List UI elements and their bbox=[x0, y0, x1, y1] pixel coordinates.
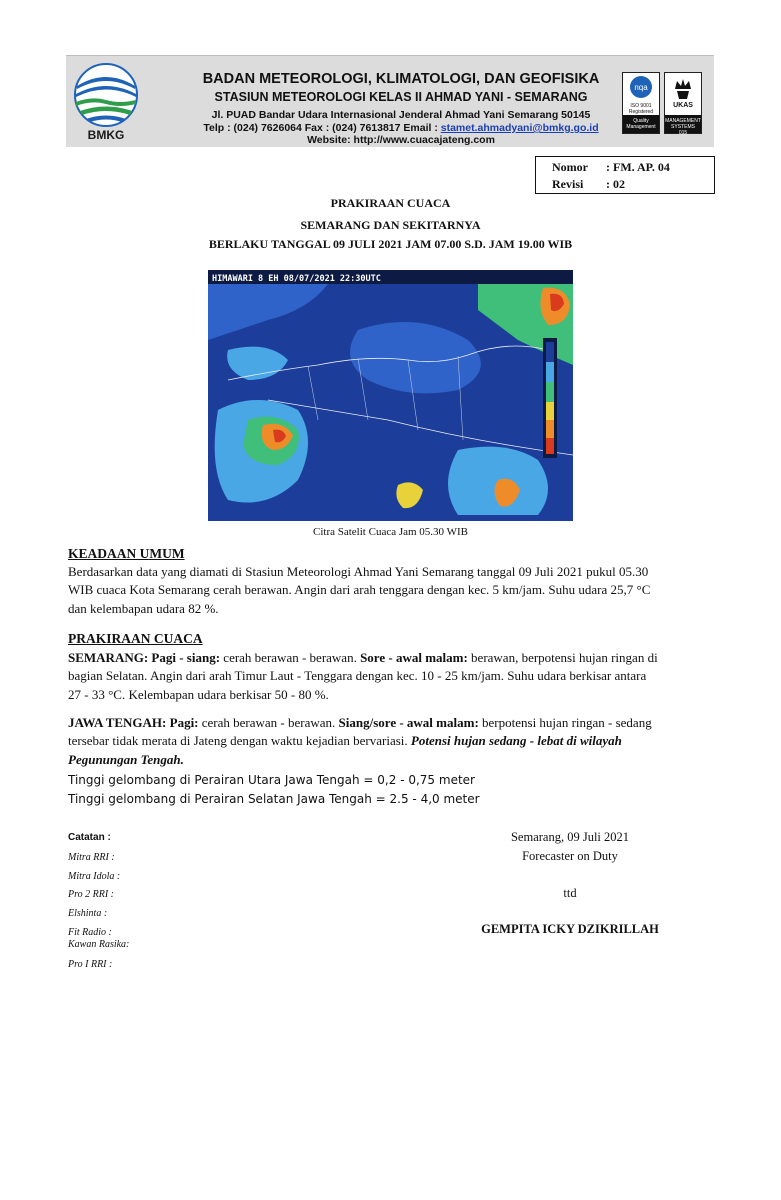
jateng-siang-label: Siang/sore - awal malam: bbox=[338, 715, 479, 730]
sore-text: berawan, berpotensi hujan ringan di bbox=[467, 650, 658, 665]
logo-text: BMKG bbox=[87, 128, 125, 142]
legend-swatch bbox=[546, 402, 554, 420]
legend-swatch bbox=[546, 342, 554, 362]
bmkg-logo bbox=[72, 62, 140, 144]
forecast-region: SEMARANG DAN SEKITARNYA bbox=[300, 218, 481, 232]
station-address: Jl. PUAD Bandar Udara Internasional Jenderal Ahmad Yani Semarang 50145 bbox=[211, 109, 591, 121]
ukas-caption-text: MANAGEMENT SYSTEMS bbox=[665, 118, 701, 130]
document-number-box bbox=[535, 156, 715, 194]
keadaan-line: WIB cuaca Kota Semarang cerah berawan. Angin dari arah tenggara dengan kec. 5 km/jam. Suhu udara 25,7 °C bbox=[68, 582, 651, 598]
semarang-label: SEMARANG: bbox=[68, 650, 149, 665]
agency-name: BADAN METEOROLOGI, KLIMATOLOGI, DAN GEOFISIKA bbox=[202, 71, 600, 87]
jateng-line3: Pegunungan Tengah. bbox=[68, 751, 184, 767]
gelombang-utara: Tinggi gelombang di Perairan Utara Jawa Tengah = 0,2 - 0,75 meter bbox=[68, 773, 475, 787]
ukas-caption bbox=[665, 115, 701, 136]
forecaster-name: GEMPITA ICKY DZIKRILLAH bbox=[481, 922, 659, 936]
sore-label: Sore - awal malam: bbox=[360, 650, 468, 665]
jateng-label: JAWA TENGAH: bbox=[68, 715, 167, 730]
catatan-item: Mitra Idola : bbox=[68, 871, 121, 882]
pagi-label: Pagi - siang: bbox=[151, 650, 221, 665]
semarang-line bbox=[68, 649, 718, 667]
keadaan-umum-text bbox=[68, 563, 718, 618]
jateng-potensi: Potensi hujan sedang - lebat di wilayah bbox=[410, 733, 622, 749]
ukas-title: UKAS bbox=[673, 102, 693, 109]
keadaan-line: Berdasarkan data yang diamati di Stasiun Meteorologi Ahmad Yani Semarang tanggal 09 Juli 2021 pukul 05.30 bbox=[68, 564, 649, 579]
satellite-caption: Citra Satelit Cuaca Jam 05.30 WIB bbox=[313, 526, 468, 538]
catatan-item: Pro 2 RRI : bbox=[68, 889, 115, 900]
jateng-line2-text: tersebar tidak merata di Jateng dengan waktu kejadian bervariasi. bbox=[68, 733, 411, 749]
catatan-item: Pro I RRI : bbox=[68, 959, 113, 970]
catatan-item: Kawan Rasika: bbox=[68, 939, 130, 950]
jateng-pagi-label: Pagi: bbox=[169, 715, 199, 730]
semarang-forecast bbox=[68, 649, 718, 704]
nqa-certificate-badge bbox=[622, 72, 660, 134]
contact-line bbox=[166, 122, 636, 134]
semarang-line: bagian Selatan. Angin dari arah Timur Laut - Tenggara dengan kec. 10 - 25 km/jam. Suhu udara berkisar antara bbox=[68, 668, 647, 684]
nqa-sub: ISO 9001 Registered bbox=[628, 103, 654, 115]
email-link[interactable]: stamet.ahmadyani@bmkg.go.id bbox=[440, 122, 599, 134]
catatan-item: Mitra RRI : bbox=[68, 852, 115, 863]
bmkg-emblem-icon bbox=[72, 62, 140, 128]
forecast-validity: BERLAKU TANGGAL 09 JULI 2021 JAM 07.00 S.D. JAM 19.00 WIB bbox=[208, 237, 573, 251]
catatan-item: Elshinta : bbox=[68, 908, 108, 919]
jateng-pagi-text: cerah berawan - berawan. bbox=[198, 715, 339, 730]
satellite-banner-text: HIMAWARI 8 EH 08/07/2021 22:30UTC bbox=[212, 274, 381, 284]
nomor-value: : FM. AP. 04 bbox=[606, 160, 670, 174]
satellite-color-legend bbox=[543, 338, 557, 458]
gelombang-selatan: Tinggi gelombang di Perairan Selatan Jawa Tengah = 2.5 - 4,0 meter bbox=[68, 792, 480, 806]
nomor-label: Nomor bbox=[552, 160, 588, 174]
ukas-crown-icon bbox=[665, 73, 701, 103]
jateng-forecast bbox=[68, 714, 718, 769]
sign-role: Forecaster on Duty bbox=[522, 849, 618, 863]
jateng-line bbox=[68, 732, 718, 750]
legend-swatch bbox=[546, 438, 554, 454]
nqa-logo-icon bbox=[623, 73, 659, 103]
website-line[interactable]: Website: http://www.cuacajateng.com bbox=[307, 134, 495, 146]
nqa-caption: Quality Management bbox=[623, 115, 659, 133]
sign-place-date: Semarang, 09 Juli 2021 bbox=[510, 830, 630, 844]
prakiraan-heading: PRAKIRAAN CUACA bbox=[68, 631, 203, 646]
forecast-title: PRAKIRAAN CUACA bbox=[330, 196, 451, 210]
satellite-image bbox=[208, 270, 573, 521]
semarang-line: 27 - 33 °C. Kelembapan udara berkisar 50 - 80 %. bbox=[68, 686, 329, 702]
catatan-item: Fit Radio : bbox=[68, 927, 112, 938]
revisi-label: Revisi bbox=[552, 177, 584, 191]
pagi-text: cerah berawan - berawan. bbox=[220, 650, 361, 665]
station-name: STASIUN METEOROLOGI KELAS II AHMAD YANI - SEMARANG bbox=[214, 90, 588, 104]
jateng-siang-text: berpotensi hujan ringan - sedang bbox=[478, 715, 652, 730]
nqa-title: nqa bbox=[634, 83, 648, 92]
revisi-row bbox=[552, 177, 625, 193]
ukas-certificate-badge bbox=[664, 72, 702, 134]
keadaan-line: dan kelembapan udara 82 %. bbox=[68, 600, 219, 616]
jateng-line bbox=[68, 714, 718, 732]
ukas-number: 015 bbox=[678, 130, 688, 136]
legend-swatch bbox=[546, 362, 554, 382]
sign-ttd: ttd bbox=[563, 886, 577, 900]
jateng-line bbox=[68, 751, 718, 769]
nomor-row bbox=[552, 160, 670, 176]
legend-swatch bbox=[546, 382, 554, 402]
revisi-value: : 02 bbox=[606, 177, 625, 191]
letterhead bbox=[66, 55, 714, 147]
keadaan-umum-heading: KEADAAN UMUM bbox=[68, 546, 185, 561]
legend-swatch bbox=[546, 420, 554, 438]
contact-phone-fax: Telp : (024) 7626064 Fax : (024) 7613817 Email : bbox=[203, 122, 441, 134]
catatan-heading: Catatan : bbox=[68, 832, 111, 843]
